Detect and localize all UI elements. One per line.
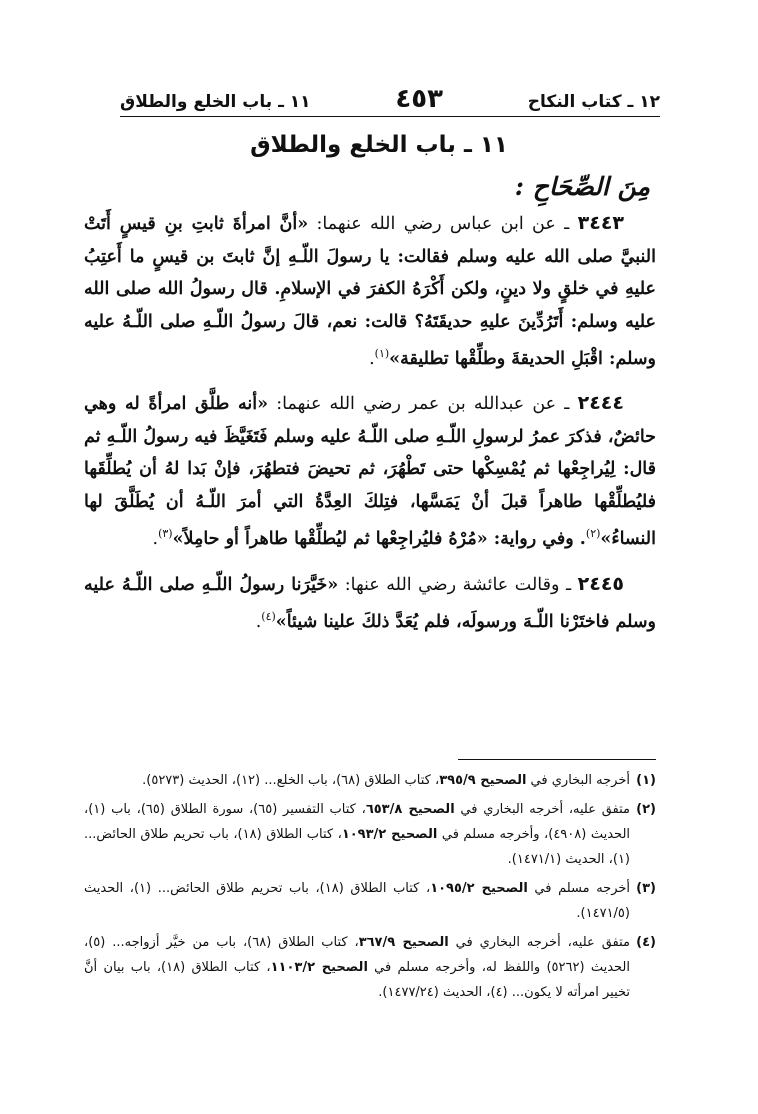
- hadith-number: ٣٤٤٣: [577, 212, 625, 234]
- footnote: [84, 797, 656, 872]
- footnote-text: ، كتاب الطلاق (١٨)، باب تحريم طلاق الحائض... (١)، الحديث (١٤٧١/٥).: [84, 881, 630, 921]
- footnote-text: متفق عليه، أخرجه البخاري في: [454, 802, 631, 817]
- page-number: ٤٥٣: [395, 84, 443, 114]
- footnote-number: (٢): [636, 802, 656, 817]
- hadith-narrator: ـ عن ابن عباس رضي الله عنهما:: [308, 214, 578, 234]
- hadith-paragraph: ٣٤٤٣ ـ عن ابن عباس رضي الله عنهما: «أنَّ امرأةَ ثابتِ بنِ قيسٍ أَتَتْ النبيَّ صلى الله عليه وسلم فقالت: يا رسولَ اللّـهِ إنَّ ثابتَ بن قيسٍ ما أَعتِبُ عليهِ في خلقٍ ولا دينٍ، ولكن أَكْرَهُ الكفرَ في الإسلامِ. قال رسولُ الله صلى الله عليه وسلم: أَتَرُدِّينَ عليهِ حديقَتَهُ؟ قالت: نعم، قالَ رسولُ اللّـهِ صلى اللّـهُ عليه وسلم: اقْبَلِ الحديقةَ وطلِّقْها تطليقة»$^{(١)}$.: [84, 212, 656, 369]
- footnote-text: أخرجه مسلم في: [527, 881, 631, 896]
- hadith-text: «أنه طلَّق امرأةً له وهي حائضٌ، فذكرَ عمرُ لرسولِ اللّـهِ صلى اللّـهُ عليه وسلم فَتَغَيَّظَ فيه رسولُ اللّـهِ ثم قال: لِيُراجِعْها ثم يُمْسِكْها حتى تَطْهُرَ، ثم تحيضَ فتطهُرَ، فإنْ بَدا لهُ أن يُطلِّقَها فليُطلِّقْها طاهراً قبلَ أنْ يَمَسَّها، فتِلكَ العِدَّةُ التي أمرَ اللّـهُ أن يُطَلَّقَ لها النساءُ»: [84, 394, 656, 550]
- footnote-text: ، كتاب الطلاق (٦٨)، باب من خيَّر أزواجه... (٥)، الحديث (٥٢٦٢) واللفظ له، وأخرجه مسلم في: [84, 935, 630, 975]
- footnote-number: (٤): [636, 935, 656, 950]
- footnote-text: ، كتاب الطلاق (٦٨)، باب الخلع... (١٢)، الحديث (٥٢٧٣).: [142, 773, 440, 788]
- hadith-number: ٢٤٤٤: [577, 392, 624, 415]
- footnote-number: (٣): [636, 881, 656, 896]
- footnote-source: الصحيح ١٠٩٣/٢: [341, 827, 438, 842]
- footnote-number: (١): [636, 773, 656, 788]
- hadith-text: «خَيَّرَنا رسولُ اللّـهِ صلى اللّـهُ عليه وسلم فاختَرْنا اللّـهَ ورسولَه، فلم يُعَدَّ ذلكَ علينا شيئاً»: [84, 574, 656, 632]
- footnote: [84, 930, 656, 1005]
- section-label: مِنَ الصِّحَاحِ :: [514, 172, 650, 201]
- footnote-source: الصحيح ١١٠٣/٢: [270, 960, 368, 975]
- footnote-text: ، كتاب الطلاق (١٨)، باب بيان أنَّ تخيير امرأته لا يكون... (٤)، الحديث (١٤٧٧/٢٤).: [84, 960, 630, 1000]
- header-book-title: ١٢ ـ كتاب النكاح: [527, 92, 660, 112]
- footnote-reference[interactable]: (١): [374, 347, 390, 360]
- footnote-source: الصحيح ٣٩٥/٩: [439, 773, 527, 788]
- footnotes-section: [84, 768, 656, 1009]
- footnote-reference[interactable]: (٤): [261, 610, 276, 624]
- hadith-number: ٢٤٤٥: [577, 572, 625, 595]
- main-text: [84, 207, 656, 650]
- footnote-source: الصحيح ٣٦٧/٩: [358, 935, 449, 950]
- hadith-paragraph: ٢٤٤٥ ـ وقالت عائشة رضي الله عنها: «خَيَّرَنا رسولُ اللّـهِ صلى اللّـهُ عليه وسلم فاختَرْنا اللّـهَ ورسولَه، فلم يُعَدَّ ذلكَ علينا شيئاً»$^{(٤)}$.: [84, 572, 656, 632]
- footnote-text: أخرجه البخاري في: [526, 773, 630, 788]
- footnote-text: ، كتاب الطلاق (١٨)، باب تحريم طلاق الحائض... (١)، الحديث (١٤٧١/١).: [84, 827, 630, 867]
- running-header: [120, 82, 660, 117]
- chapter-title: ١١ ـ باب الخلع والطلاق: [250, 132, 508, 158]
- footnote-source: الصحيح ٦٥٣/٨: [365, 802, 455, 817]
- footnote-reference[interactable]: (٣): [158, 527, 173, 541]
- footnote-source: الصحيح ١٠٩٥/٢: [430, 881, 528, 896]
- footnote-reference[interactable]: (٢): [585, 527, 601, 541]
- footnote-text: متفق عليه، أخرجه البخاري في: [448, 935, 631, 950]
- footnote: [84, 768, 656, 793]
- hadith-narrator: ـ وقالت عائشة رضي الله عنها:: [338, 574, 578, 595]
- hadith-text: «أنَّ امرأةَ ثابتِ بنِ قيسٍ أَتَتْ النبيَّ صلى الله عليه وسلم فقالت: يا رسولَ اللّـهِ إنَّ ثابتَ بن قيسٍ ما أَعتِبُ عليهِ في خلقٍ ولا دينٍ، ولكن أَكْرَهُ الكفرَ في الإسلامِ. قال رسولُ الله صلى الله عليه وسلم: أَتَرُدِّينَ عليهِ حديقَتَهُ؟ قالت: نعم، قالَ رسولُ اللّـهِ صلى اللّـهُ عليه وسلم: اقْبَلِ الحديقةَ وطلِّقْها تطليقة»: [84, 214, 656, 369]
- hadith-paragraph: ٢٤٤٤ ـ عن عبدالله بن عمر رضي الله عنهما: «أنه طلَّق امرأةً له وهي حائضٌ، فذكرَ عمرُ لرسولِ اللّـهِ صلى اللّـهُ عليه وسلم فَتَغَيَّظَ فيه رسولُ اللّـهِ ثم قال: لِيُراجِعْها ثم يُمْسِكْها حتى تَطْهُرَ، ثم تحيضَ فتطهُرَ، فإنْ بَدا لهُ أن يُطلِّقَها فليُطلِّقْها طاهراً قبلَ أنْ يَمَسَّها، فتِلكَ العِدَّةُ التي أمرَ اللّـهُ أن يُطَلَّقَ لها النساءُ»$^{(٢)}$. وفي رواية: «مُرْهُ فليُراجِعْها ثم ليُطلِّقْها طاهراً أو حامِلاً»$^{(٣)}$.: [84, 392, 656, 550]
- footnote: [84, 876, 656, 926]
- footnote-divider: [458, 759, 656, 760]
- footnote-text: ، كتاب التفسير (٦٥)، سورة الطلاق (٦٥)، باب (١)، الحديث (٤٩٠٨)، وأخرجه مسلم في: [84, 802, 631, 842]
- header-chapter-title: ١١ ـ باب الخلع والطلاق: [120, 92, 311, 112]
- hadith-variant-text: . وفي رواية: «مُرْهُ فليُراجِعْها ثم ليُطلِّقْها طاهراً أو حامِلاً»: [172, 529, 586, 550]
- hadith-narrator: ـ عن عبدالله بن عمر رضي الله عنهما:: [268, 394, 578, 415]
